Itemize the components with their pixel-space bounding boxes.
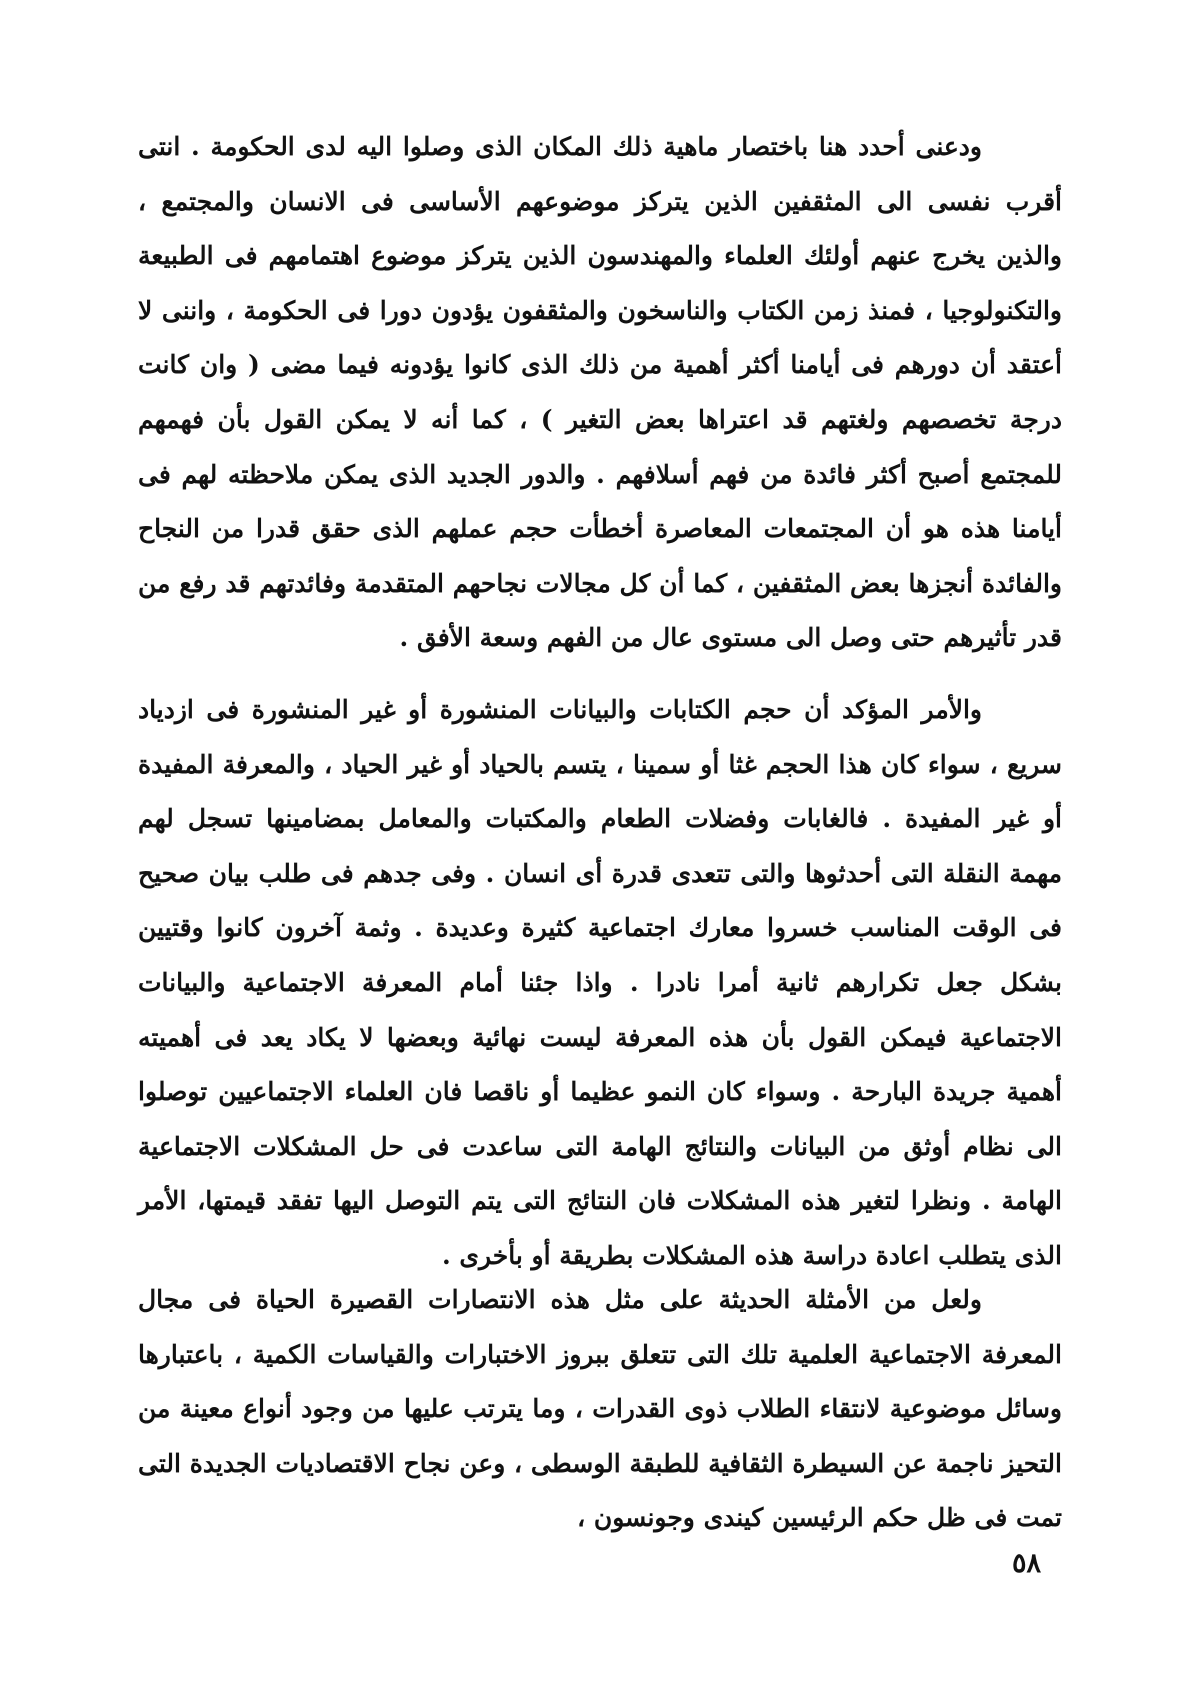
body-text-block-3	[138, 1273, 1062, 1546]
page-number: ٥٨	[1012, 1548, 1042, 1579]
paragraph-3: ولعل من الأمثلة الحديثة على مثل هذه الانتصارات القصيرة الحياة فى مجال المعرفة الاجتماعية العلمية تلك التى تتعلق ببروز الاختبارات والقياسات الكمية ، باعتبارها وسائل موضوعية لانتقاء الطلاب ذوى القدرات ، وما يترتب عليها من وجود أنواع معينة من التحيز ناجمة عن السيطرة الثقافية للطبقة الوسطى ، وعن نجاح الاقتصاديات الجديدة التى تمت فى ظل حكم الرئيسين كيندى وجونسون ،	[138, 1285, 1062, 1533]
paragraph-2: والأمر المؤكد أن حجم الكتابات والبيانات المنشورة أو غير المنشورة فى ازدياد سريع ، سواء كان هذا الحجم غثا أو سمينا ، يتسم بالحياد أو غير الحياد ، والمعرفة المفيدة أو غير المفيدة . فالغابات وفضلات الطعام والمكتبات والمعامل بمضامينها تسجل لهم مهمة النقلة التى أحدثوها والتى تتعدى قدرة أى انسان . وفى جدهم فى طلب بيان صحيح فى الوقت المناسب خسروا معارك اجتماعية كثيرة وعديدة . وثمة آخرون كانوا وقتيين بشكل جعل تكرارهم ثانية أمرا نادرا . واذا جئنا أمام المعرفة الاجتماعية والبيانات الاجتماعية فيمكن القول بأن هذه المعرفة ليست نهائية وبعضها لا يكاد يعد فى أهميته أهمية جريدة البارحة . وسواء كان النمو عظيما أو ناقصا فان العلماء الاجتماعيين توصلوا الى نظام أوثق من البيانات والنتائج الهامة التى ساعدت فى حل المشكلات الاجتماعية الهامة . ونظرا لتغير هذه المشكلات فان النتائج التى يتم التوصل اليها تفقد قيمتها، الأمر الذى يتطلب اعادة دراسة هذه المشكلات بطريقة أو بأخرى .	[138, 695, 1062, 1270]
body-text-block-2	[138, 683, 1062, 1284]
body-text-block-1	[138, 120, 1062, 666]
paragraph-1: ودعنى أحدد هنا باختصار ماهية ذلك المكان الذى وصلوا اليه لدى الحكومة . انتى أقرب نفسى الى المثقفين الذين يتركز موضوعهم الأساسى فى الانسان والمجتمع ، والذين يخرج عنهم أولئك العلماء والمهندسون الذين يتركز موضوع اهتمامهم فى الطبيعة والتكنولوجيا ، فمنذ زمن الكتاب والناسخون والمثقفون يؤدون دورا فى الحكومة ، واننى لا أعتقد أن دورهم فى أيامنا أكثر أهمية من ذلك الذى كانوا يؤدونه فيما مضى ( وان كانت درجة تخصصهم ولغتهم قد اعتراها بعض التغير ) ، كما أنه لا يمكن القول بأن فهمهم للمجتمع أصبح أكثر فائدة من فهم أسلافهم . والدور الجديد الذى يمكن ملاحظته لهم فى أيامنا هذه هو أن المجتمعات المعاصرة أخطأت حجم عملهم الذى حقق قدرا من النجاح والفائدة أنجزها بعض المثقفين ، كما أن كل مجالات نجاحهم المتقدمة وفائدتهم قد رفع من قدر تأثيرهم حتى وصل الى مستوى عال من الفهم وسعة الأفق .	[138, 132, 1062, 653]
